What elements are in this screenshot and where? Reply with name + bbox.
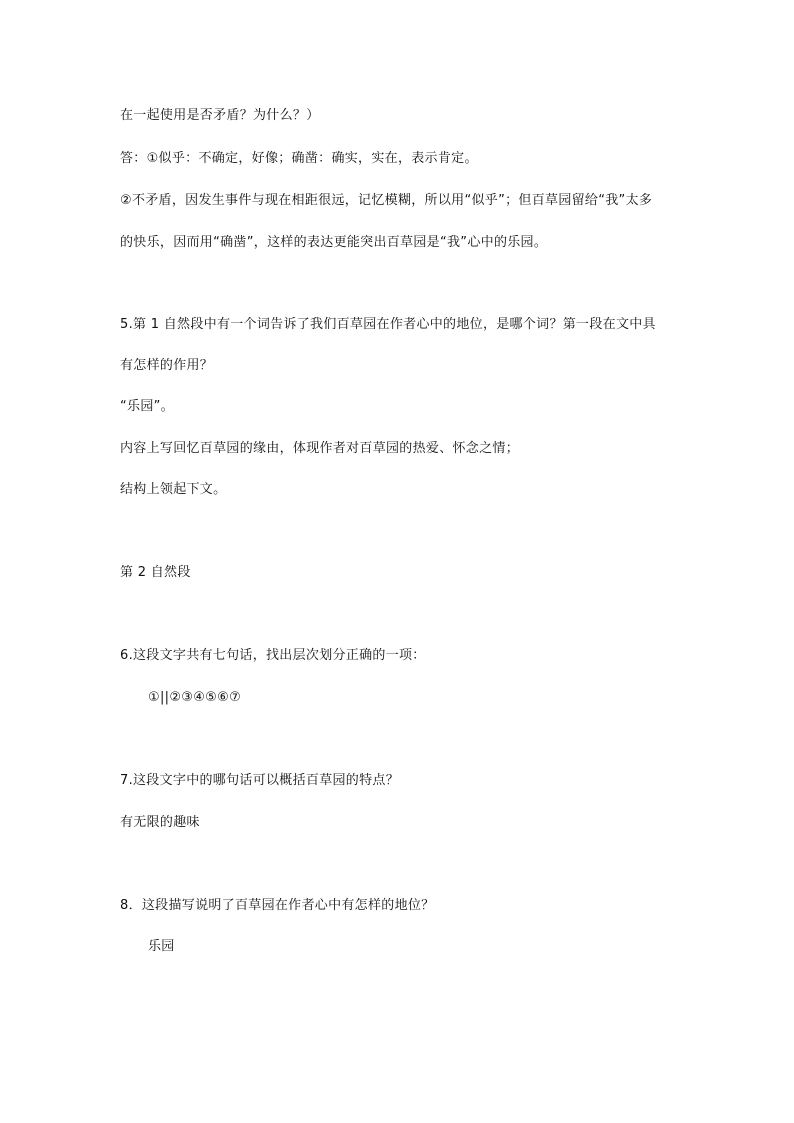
question-7: 7.这段文字中的哪句话可以概括百草园的特点？ — [120, 773, 400, 788]
question-4-tail: 在一起使用是否矛盾？为什么？） — [120, 108, 320, 123]
answer-4-part-2-line-2: 的快乐，因而用“确凿”，这样的表达更能突出百草园是“我”心中的乐园。 — [120, 235, 548, 250]
answer-5-word: “乐园”。 — [120, 399, 174, 414]
question-5-line-2: 有怎样的作用？ — [120, 358, 214, 373]
answer-4-part-2-line-1: ②不矛盾，因发生事件与现在相距很远，记忆模糊，所以用“似乎”；但百草园留给“我”太多 — [120, 193, 653, 208]
answer-4-part-1: 答：①似乎：不确定，好像；确凿：确实，实在，表示肯定。 — [120, 151, 478, 166]
section-heading-paragraph-2: 第 2 自然段 — [120, 565, 191, 580]
answer-5-structure: 结构上领起下文。 — [120, 482, 227, 497]
question-5-line-1: 5.第 1 自然段中有一个词告诉了我们百草园在作者心中的地位，是哪个词？第一段在文中具 — [120, 317, 656, 332]
answer-6: ①||②③④⑤⑥⑦ — [148, 690, 242, 705]
question-8: 8．这段描写说明了百草园在作者心中有怎样的地位？ — [120, 898, 435, 913]
answer-7: 有无限的趣味 — [120, 815, 200, 830]
answer-8: 乐园 — [148, 939, 175, 954]
question-6: 6.这段文字共有七句话，找出层次划分正确的一项： — [120, 648, 426, 663]
answer-5-content: 内容上写回忆百草园的缘由，体现作者对百草园的热爱、怀念之情； — [120, 441, 520, 456]
